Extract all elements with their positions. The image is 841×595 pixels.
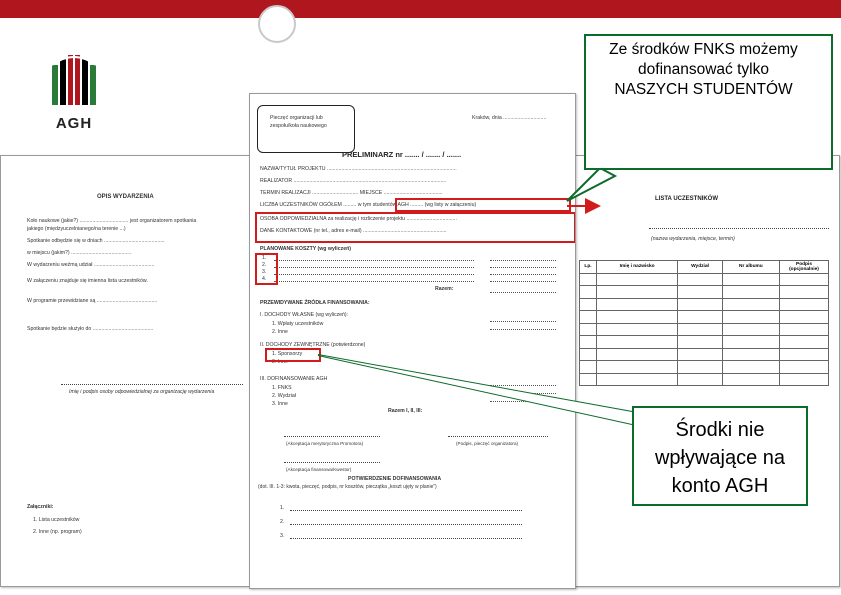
column-header: Lp. <box>580 261 597 274</box>
text-line: Koło naukowe (jakie?) .................................. jest organizatorem spotkania <box>27 218 197 224</box>
cost-item: 4. <box>262 276 267 282</box>
place-date: Kraków, dnia .............................. <box>472 115 547 121</box>
external-income-item: 1. Sponsorzy <box>272 351 303 357</box>
agh-funding-item: 3. Inne <box>272 401 288 407</box>
cost-item: 2. <box>262 262 267 268</box>
callout-text: Ze środków FNKS możemy dofinansować tylko NASZYCH STUDENTÓW <box>609 41 798 98</box>
costs-title: PLANOWANE KOSZTY (wg wyliczeń) <box>260 246 351 252</box>
form-field: LICZBA UCZESTNIKÓW OGÓŁEM ......... w tym studentów AGH ......... (wg listy w załączeniu) <box>260 202 477 208</box>
text-line: Spotkanie będzie służyło do .......................................... <box>27 326 154 332</box>
agh-funding: III. DOFINANSOWANIE AGH <box>260 376 328 382</box>
column-header: Podpis (opcjonalnie) <box>780 261 829 274</box>
form-field: OSOBA ODPOWIEDZIALNA za realizację i rozliczenie projektu ................................... <box>260 216 457 222</box>
funding-title: PRZEWIDYWANE ŹRÓDŁA FINANSOWANIA: <box>260 300 370 306</box>
column-header: Imię i nazwisko <box>597 261 678 274</box>
external-funds-callout <box>632 406 808 506</box>
page-title: OPIS WYDARZENIA <box>97 194 154 200</box>
form-field: NAZWA/TYTUŁ PROJEKTU .......................................................................................... <box>260 166 457 172</box>
page-subtitle: (nazwa wydarzenia, miejsce, termin) <box>651 236 735 242</box>
confirmation-line: 3. <box>280 533 285 539</box>
attachments-title: Załączniki: <box>27 504 54 510</box>
form-field: TERMIN REALIZACJI ................................ MIEJSCE ......................................... <box>260 190 443 196</box>
signature-caption: (Podpis, pieczęć organizatora) <box>456 441 519 446</box>
external-income-item: 2. Inne <box>272 359 288 365</box>
cost-item: 3. <box>262 269 267 275</box>
callout-pointer-top <box>567 168 615 201</box>
page-title: PRELIMINARZ nr ....... / ....... / ....... <box>342 150 462 159</box>
text-line: W wydarzeniu weźmą udział .......................................... <box>27 262 155 268</box>
confirmation-note: (dot. III. 1-3: kwota, pieczęć, podpis, nr kosztów, pieczątka „koszt ujęty w planie”) <box>258 484 437 490</box>
signature-caption: (Akceptacja finansowa/Kwestor) <box>286 467 352 472</box>
own-income-item: 2. Inne <box>272 329 288 335</box>
signature-caption: (Akceptacja merytoryczna Promotora) <box>286 441 364 446</box>
text-line: W załączeniu znajduje się imienna lista uczestników. <box>27 278 148 284</box>
grand-total-label: Razem I, II, III: <box>388 408 423 414</box>
attachment-item: 1. Lista uczestników <box>33 517 80 523</box>
page-title: LISTA UCZESTNIKÓW <box>655 196 718 202</box>
stamp-text: Pieczęć organizacji lub zespołu/koła naukowego <box>270 115 327 129</box>
confirmation-line: 2. <box>280 519 285 525</box>
logo-text: AGH <box>55 115 93 132</box>
callout-text: Środki nie wpływające na konto AGH <box>654 419 786 497</box>
external-income: II. DOCHODY ZEWNĘTRZNE (potwierdzone) <box>260 342 366 348</box>
cost-item: 1. <box>262 255 267 261</box>
own-income-item: 1. Wpłaty uczestników <box>272 321 324 327</box>
form-field: DANE KONTAKTOWE (nr tel., adres e-mail) .......................................................... <box>260 228 447 234</box>
text-line: w miejscu (jakim?) .......................................... <box>27 250 132 256</box>
confirmation-line: 1. <box>280 505 285 511</box>
text-line: jakiego (międzyuczelnianego/na terenie ...) <box>27 226 126 232</box>
agh-funding-item: 1. FNKS <box>272 385 292 391</box>
agh-funding-item: 2. Wydział <box>272 393 296 399</box>
column-header: Nr albumu <box>722 261 779 274</box>
costs-total-label: Razem: <box>435 286 454 292</box>
signature-caption: Imię i podpis osoby odpowiedzialnej za organizację wydarzenia <box>69 389 215 395</box>
text-line: W programie przewidziane są .......................................... <box>27 298 158 304</box>
form-field: REALIZATOR .......................................................................................................... <box>260 178 447 184</box>
fnks-students-callout <box>584 34 833 170</box>
confirmation-title: POTWIERDZENIE DOFINANSOWANIA <box>348 476 442 482</box>
attachment-item: 2. Inne (np. program) <box>33 529 82 535</box>
column-header: Wydział <box>678 261 723 274</box>
text-line: Spotkanie odbędzie się w dniach .......................................... <box>27 238 165 244</box>
own-income: I. DOCHODY WŁASNE (wg wyliczeń): <box>260 312 349 318</box>
